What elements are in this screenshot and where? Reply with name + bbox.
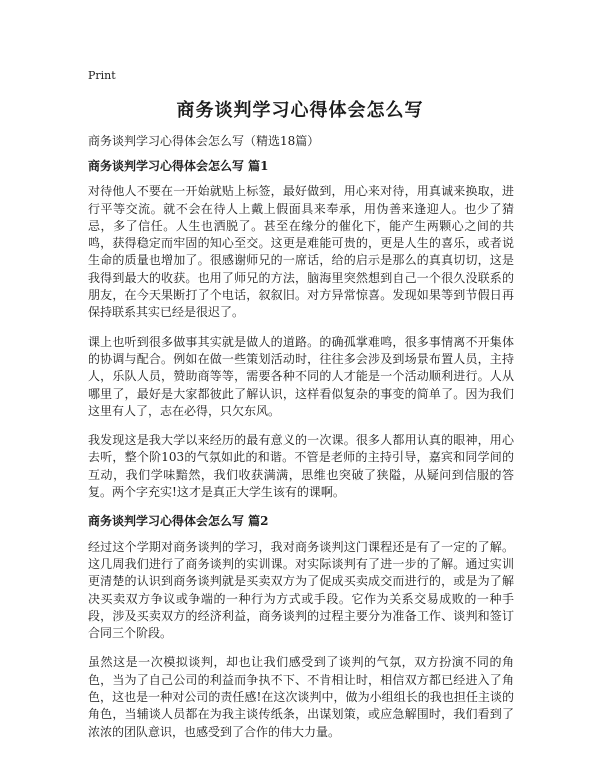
document-body <box>88 158 514 753</box>
section-1 <box>88 158 514 501</box>
paragraph: 课上也听到很多做事其实就是做人的道路。的确孤掌难鸣，很多事情离不开集体的协调与配合。例如在做一些策划活动时，往往多会涉及到场景布置人员，主持人，乐队人员，赞助商等等，需要各种不同的人才能是一个活动顺利进行。人从哪里了，最好是大家都彼此了解认识，这样看似复杂的事变的简单了。因为我们这里有人了，志在必得，只欠东风。 <box>88 334 514 418</box>
paragraph: 对待他人不要在一开始就贴上标签，最好做到，用心来对待，用真诚来换取，进行平等交流。就不会在待人上戴上假面具来奉承，用伪善来逢迎人。也少了猜忌，多了信任。人生也洒脱了。甚至在缘分的催化下，能产生两颗心之间的共鸣，获得稳定而牢固的知心至交。这更是难能可贵的，更是人生的喜乐，或者说生命的质量也增加了。很感谢师兄的一席话，给的启示是那么的真真切切，这是我得到最大的收获。也用了师兄的方法，脑海里突然想到自己一个很久没联系的朋友，在今天果断打了个电话，叙叙旧。对方异常惊喜。发现如果等到节假日再保持联系其实已经是很迟了。 <box>88 184 514 320</box>
document-title: 商务谈判学习心得体会怎么写 <box>176 100 424 121</box>
section-heading: 商务谈判学习心得体会怎么写 篇1 <box>88 159 269 173</box>
paragraph: 虽然这是一次模拟谈判，却也让我们感受到了谈判的气氛，双方扮演不同的角色，当为了自己公司的利益而争执不下、不肯相让时，相信双方都已经进入了角色，这也是一种对公司的责任感!在这次谈判中，做为小组组长的我也担任主谈的角色，当辅谈人员都在为我主谈传纸条，出谋划策，或应急解围时，我们看到了浓浓的团队意识，也感受到了合作的伟大力量。 <box>88 655 514 739</box>
paragraph: 我发现这是我大学以来经历的最有意义的一次课。很多人都用认真的眼神，用心去听，整个阶103的气氛如此的和谐。不管是老师的主持引导，嘉宾和同学间的互动，我们学味黯然，我们收获满满，思维也突破了狭隘，从疑问到信服的答复。两个字充实!这才是真正大学生该有的课啊。 <box>88 433 514 500</box>
section-2 <box>88 513 514 741</box>
paragraph: 经过这个学期对商务谈判的学习，我对商务谈判这门课程还是有了一定的了解。这几周我们进行了商务谈判的实训课。对实际谈判有了进一步的了解。通过实训更清楚的认识到商务谈判就是买卖双方为了促成买卖成交而进行的，或是为了解决买卖双方争议或争端的一种行为方式或手段。它作为关系交易成败的一种手段，涉及买卖双方的经济利益，商务谈判的过程主要分为准备工作、谈判和签订合同三个阶段。 <box>88 539 514 641</box>
section-heading: 商务谈判学习心得体会怎么写 篇2 <box>88 514 269 529</box>
document-subtitle: 商务谈判学习心得体会怎么写（精选18篇） <box>88 134 320 148</box>
print-link[interactable]: Print <box>88 69 116 82</box>
